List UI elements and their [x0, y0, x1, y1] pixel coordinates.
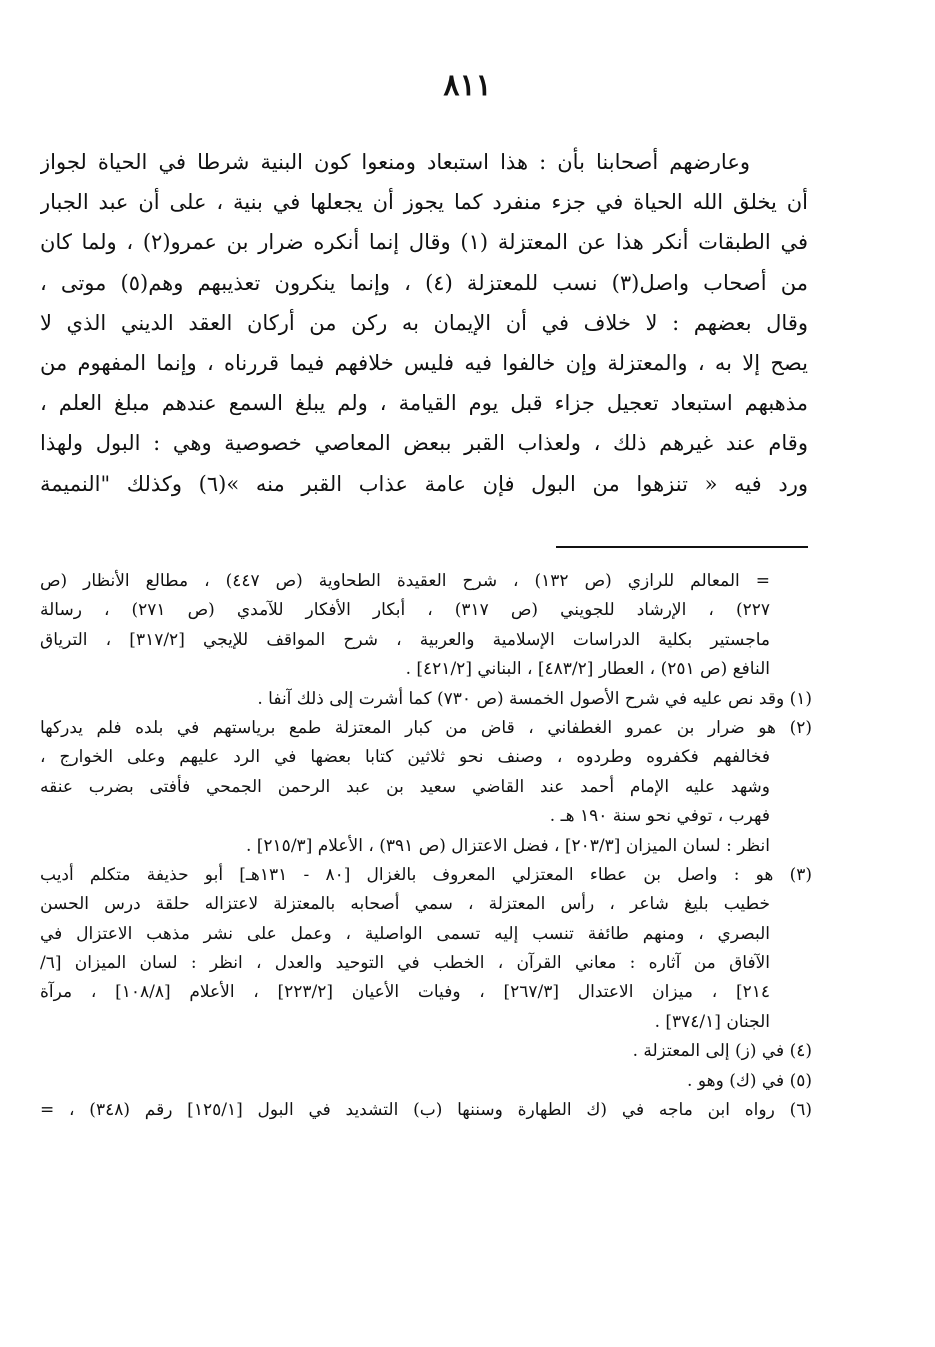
footnote-line: (٢) هو ضرار بن عمرو الغطفاني ، قاض من كبار المعتزلة طمع برياستهم في بلده فلم يدركها	[40, 717, 812, 738]
main-text-line: وعارضهم أصحابنا بأن : هذا استبعاد ومنعوا كون البنية شرطا في الحياة لجواز	[40, 150, 750, 174]
footnote-line: الجنان [٣٧٤/١] .	[654, 1011, 770, 1032]
footnote-line: وشهد عليه الإمام أحمد عند القاضي سعيد بن عبد الرحمن الجمحي فأفتى بضرب عنقه	[40, 776, 770, 797]
footnote-line: = المعالم للرازي (ص ١٣٢) ، شرح العقيدة الطحاوية (ص ٤٤٧) ، مطالع الأنظار (ص	[40, 571, 770, 591]
footnote-line: (٤) في (ز) إلى المعتزلة .	[632, 1041, 812, 1062]
footnote-line: (٣) هو : واصل بن عطاء المعتزلي المعروف بالغزال [٨٠ - ١٣١هـ] أبو حذيفة متكلم أديب	[40, 864, 812, 885]
main-text-line: مذهبهم استبعاد تعجيل جزاء قبل يوم القيامة ، ولم يبلغ السمع عندهم مبلغ العلم ،	[40, 391, 808, 416]
main-text-line: وقام عند غيرهم ذلك ، ولعذاب القبر ببعض المعاصي خصوصية وهي : البول ولهذا	[40, 431, 808, 456]
main-text-line: من أصحاب واصل(٣) نسب للمعتزلة (٤) ، وإنما ينكرون تعذيبهم وهم(٥) موتى ،	[40, 270, 808, 295]
footnote-line: ماجستير بكلية الدراسات الإسلامية والعربية ، شرح المواقف للإيجي [٣١٧/٢] ، الترياق	[40, 629, 770, 650]
footnote-line: انظر : لسان الميزان [٢٠٣/٣] ، فضل الاعتزال (ص ٣٩١) ، الأعلام [٢١٥/٣] .	[245, 835, 770, 856]
footnote-line: (٥) في (ك) وهو .	[687, 1070, 812, 1091]
footnote-line: الآفاق من آثاره : معاني القرآن ، الخطب في التوحيد والعدل ، انظر : لسان الميزان [٦/	[40, 953, 770, 974]
main-text-line: ورد فيه « تنزهوا من البول فإن عامة عذاب القبر منه »(٦) وكذلك "النميمة	[40, 471, 808, 496]
footnote-line: النافع (ص ٢٥١) ، العطار [٤٨٣/٢] ، البناني [٤٢١/٢] .	[405, 659, 770, 680]
footnote-line: فخالفهم فكفروه وطردوه ، وصنف نحو ثلاثين كتابا بعضها في الرد عليهم وعلى الخوارج ،	[40, 747, 770, 768]
footnote-line: (٦) رواه ابن ماجه في (ك الطهارة وسننها (ب) التشديد في البول [١٢٥/١] رقم (٣٤٨) ، =	[40, 1100, 812, 1121]
main-text-block	[40, 142, 808, 504]
footnote-line: ٢١٤] ، ميزان الاعتدال [٢٦٧/٣] ، وفيات الأعيان [٢٢٣/٢] ، الأعلام [١٠٨/٨] ، مرآة	[40, 982, 770, 1003]
footnote-separator	[556, 546, 808, 548]
footnote-line: البصري ، ومنهم طائفة تنسب إليه تسمى الواصلية ، وعمل على نشر مذهب الاعتزال في	[40, 923, 770, 944]
footnotes-block	[40, 567, 812, 1125]
main-text-line: يصح إلا به ، والمعتزلة وإن خالفوا فيه فليس خلافهم فيما قررناه ، وإنما المفهوم من	[40, 350, 808, 375]
main-text-line: أن يخلق الله الحياة في جزء منفرد كما يجوز أن يجعلها في بنية ، على أن عبد الجبار	[40, 190, 808, 215]
main-text-line: في الطبقات أنكر هذا عن المعتزلة (١) وقال إنما أنكره ضرار بن عمرو(٢) ، ولما كان	[40, 230, 808, 255]
footnote-line: (١) وقد نص عليه في شرح الأصول الخمسة (ص ٧٣٠) كما أشرت إلى ذلك آنفا .	[257, 688, 812, 709]
page-number: ٨١١	[443, 68, 492, 103]
footnote-line: فهرب ، توفي نحو سنة ١٩٠ هـ .	[549, 806, 770, 827]
footnote-line: ٢٢٧) ، الإرشاد للجويني (ص ٣١٧) ، أبكار الأفكار للآمدي (ص ٢٧١) ، رسالة	[40, 600, 770, 621]
footnote-line: خطيب بليغ شاعر ، رأس المعتزلة ، سمي أصحابه بالمعتزلة لاعتزاله حلقة درس الحسن	[40, 894, 770, 915]
main-text-line: وقال بعضهم : لا خلاف في أن الإيمان به ركن من أركان العقد الديني الذي لا	[40, 310, 808, 335]
